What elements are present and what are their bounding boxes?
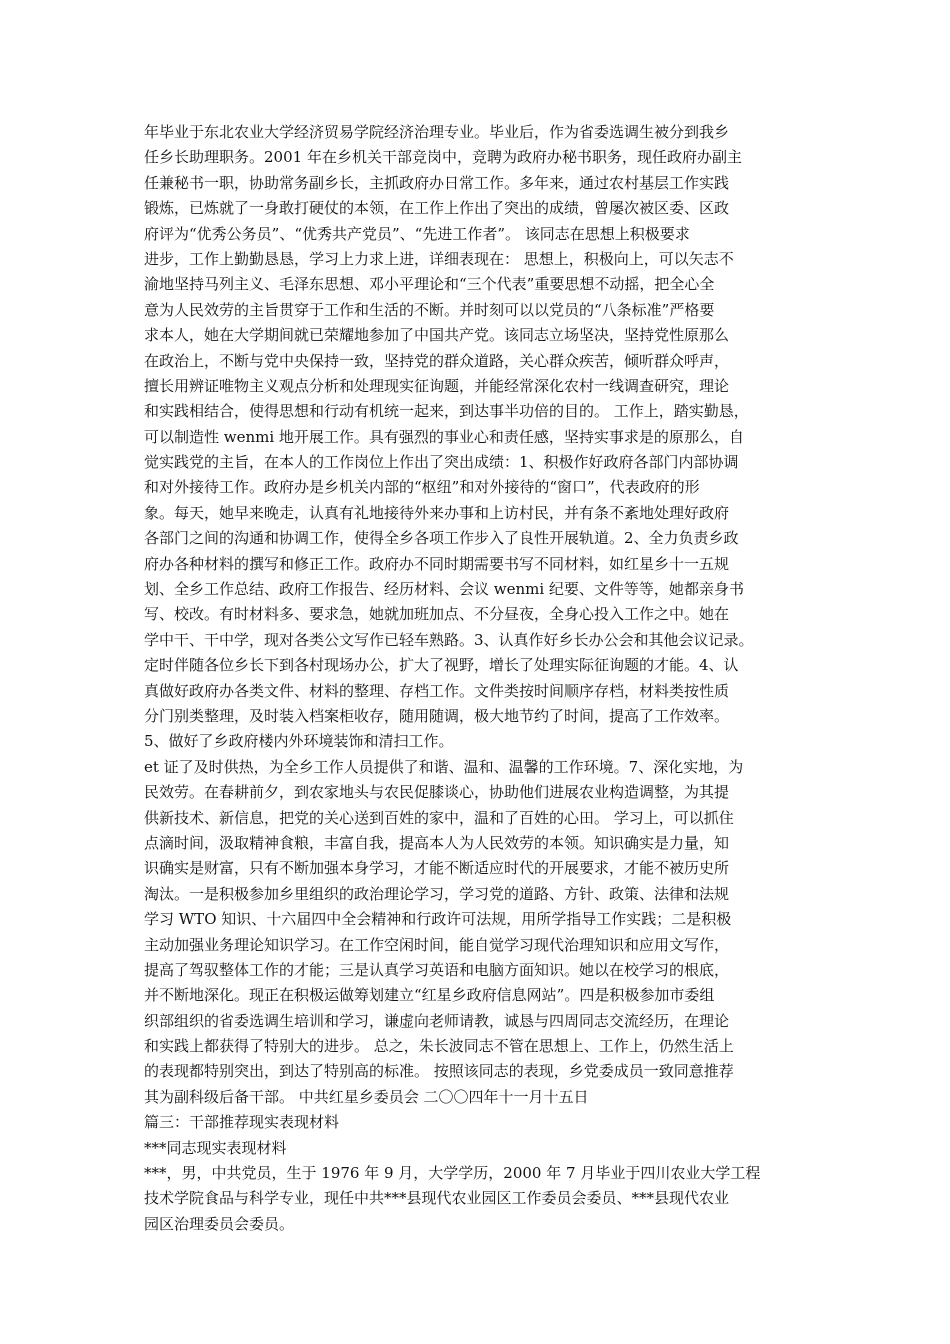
text-line: 进步，工作上勤勤恳恳，学习上力求上进，详细表现在： 思想上，积极向上，可以矢志不 [144, 249, 734, 268]
text-line: 真做好政府办各类文件、材料的整理、存档工作。文件类按时间顺序存档，材料类按性质 [144, 681, 730, 700]
text-line: 篇三：干部推荐现实表现材料 [144, 1113, 340, 1132]
text-line: 锻炼，已炼就了一身敢打硬仗的本领，在工作上作出了突出的成绩，曾屡次被区委、区政 [144, 199, 730, 218]
text-line: 园区治理委员会委员。 [144, 1214, 295, 1233]
text-line: 识确实是财富，只有不断加强本身学习，才能不断适应时代的开展要求，才能不被历史所 [144, 859, 730, 878]
text-line: 和实践相结合，使得思想和行动有机统一起来，到达事半功倍的目的。 工作上，踏实勤恳， [144, 402, 749, 421]
text-line: 学中干、干中学，现对各类公文写作已轻车熟路。3、认真作好乡长办公会和其他会议记录。 [144, 630, 754, 649]
text-line: ***，男，中共党员，生于 1976 年 9 月，大学学历，2000 年 7 月毕业于四川农业大学工程 [144, 1164, 761, 1183]
text-line: 划、全乡工作总结、政府工作报告、经历材料、会议 wenmi 纪要、文件等等，她都亲身书 [144, 580, 744, 599]
text-line: 其为副科级后备干部。 中共红星乡委员会 二〇〇四年十一月十五日 [144, 1087, 589, 1106]
text-line: 5、做好了乡政府楼内外环境装饰和清扫工作。 [144, 732, 454, 751]
text-line: 供新技术、新信息，把党的关心送到百姓的家中，温和了百姓的心田。 学习上，可以抓住 [144, 808, 734, 827]
text-line: 象。每天，她早来晚走，认真有礼地接待外来办事和上访村民，并有条不紊地处理好政府 [144, 503, 730, 522]
text-line: 可以制造性 wenmi 地开展工作。具有强烈的事业心和责任感，坚持实事求是的原那么，自 [144, 427, 744, 446]
text-line: 和对外接待工作。政府办是乡机关内部的“枢纽”和对外接待的“窗口”，代表政府的形 [144, 478, 700, 497]
text-line: 各部门之间的沟通和协调工作，使得全乡各项工作步入了良性开展轨道。2、全力负责乡政 [144, 529, 739, 548]
document-body [144, 120, 824, 1237]
text-line: 织部组织的省委选调生培训和学习，谦虚向老师请教，诚恳与四周同志交流经历，在理论 [144, 1011, 730, 1030]
text-line: 擅长用辨证唯物主义观点分析和处理现实征询题，并能经常深化农村一线调查研究，理论 [144, 376, 730, 395]
text-line: 淘汰。一是积极参加乡里组织的政治理论学习，学习党的道路、方针、政策、法律和法规 [144, 884, 730, 903]
text-line: 府办各种材料的撰写和修正工作。政府办不同时期需要书写不同材料，如红星乡十一五规 [144, 554, 730, 573]
text-line: 年毕业于东北农业大学经济贸易学院经济治理专业。毕业后，作为省委选调生被分到我乡 [144, 123, 730, 141]
text-line: 渝地坚持马列主义、毛泽东思想、邓小平理论和“三个代表”重要思想不动摇，把全心全 [144, 275, 715, 294]
text-line: 任乡长助理职务。2001 年在乡机关干部竞岗中，竞聘为政府办秘书职务，现任政府办副主 [144, 148, 742, 167]
text-line: 的表现都特别突出，到达了特别高的标准。 按照该同志的表现，乡党委成员一致同意推荐 [144, 1062, 734, 1081]
text-line: 和实践上都获得了特别大的进步。 总之，朱长波同志不管在思想上、工作上，仍然生活上 [144, 1037, 734, 1056]
text-line: 意为人民效劳的主旨贯穿于工作和生活的不断。并时刻可以以党员的“八条标准”严格要 [144, 300, 715, 319]
text-line: 觉实践党的主旨，在本人的工作岗位上作出了突出成绩：1、积极作好政府各部门内部协调 [144, 453, 739, 472]
text-line: ***同志现实表现材料 [144, 1138, 287, 1157]
text-line: 定时伴随各位乡长下到各村现场办公，扩大了视野，增长了处理实际征询题的才能。4、认 [144, 656, 739, 675]
text-line: 民效劳。在春耕前夕，到农家地头与农民促膝谈心，协助他们进展农业构造调整，为其提 [144, 783, 730, 802]
text-line: 在政治上，不断与党中央保持一致，坚持党的群众道路，关心群众疾苦，倾听群众呼声， [144, 351, 730, 370]
text-line: 主动加强业务理论知识学习。在工作空闲时间，能自觉学习现代治理知识和应用文写作， [144, 935, 730, 954]
text-line: 并不断地深化。现正在积极运做筹划建立“红星乡政府信息网站”。四是积极参加市委组 [144, 986, 715, 1005]
text-line: 任兼秘书一职，协助常务副乡长，主抓政府办日常工作。多年来，通过农村基层工作实践 [144, 173, 730, 192]
text-line: 点滴时间，汲取精神食粮，丰富自我，提高本人为人民效劳的本领。知识确实是力量，知 [144, 833, 730, 852]
text-line: 府评为“优秀公务员”、“优秀共产党员”、“先进工作者”。 该同志在思想上积极要求 [144, 224, 690, 243]
text-line: 学习 WTO 知识、十六届四中全会精神和行政许可法规，用所学指导工作实践；二是积极 [144, 910, 732, 929]
text-line: 求本人，她在大学期间就已荣耀地参加了中国共产党。该同志立场坚决，坚持党性原那么 [144, 326, 730, 345]
text-line: 提高了驾驭整体工作的才能；三是认真学习英语和电脑方面知识。她以在校学习的根底， [144, 960, 730, 979]
text-line: 分门别类整理，及时装入档案柜收存，随用随调，极大地节约了时间，提高了工作效率。 [144, 706, 730, 725]
text-line: 技术学院食品与科学专业，现任中共***县现代农业园区工作委员会委员、***县现代农业 [144, 1189, 730, 1208]
text-line: et 证了及时供热，为全乡工作人员提供了和谐、温和、温馨的工作环境。7、深化实地，为 [144, 757, 744, 776]
text-line: 写、校改。有时材料多、要求急，她就加班加点、不分昼夜，全身心投入工作之中。她在 [144, 605, 730, 624]
